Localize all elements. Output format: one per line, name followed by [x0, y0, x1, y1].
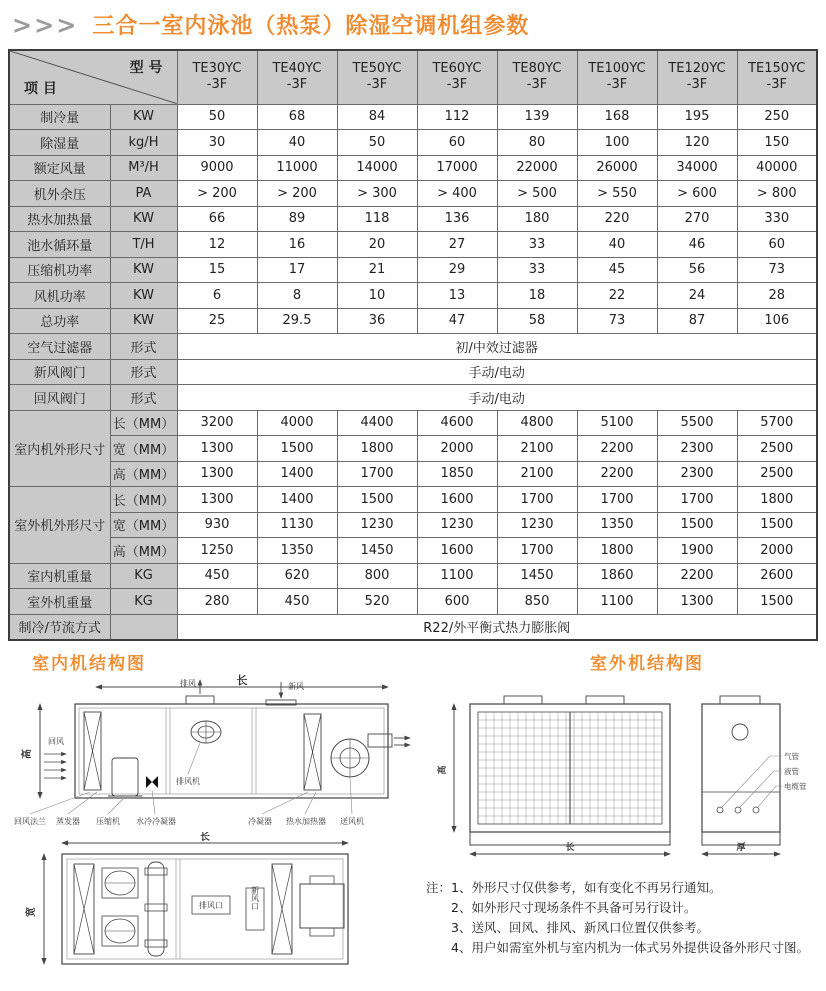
outdoor-front-view	[470, 696, 670, 845]
page-header	[0, 0, 826, 47]
model-header: TE30YC -3F	[177, 50, 257, 104]
model-header: TE150YC -3F	[737, 50, 817, 104]
cell-value: 1250	[177, 538, 257, 564]
cell-value: 1600	[417, 538, 497, 564]
cell-value: 2300	[657, 436, 737, 462]
cell-value: 2000	[737, 538, 817, 564]
cell-value: 1400	[257, 487, 337, 513]
row-label: 总功率	[9, 308, 110, 334]
table-row	[9, 104, 817, 130]
cell-value: 2500	[737, 436, 817, 462]
cell-value: 270	[657, 206, 737, 232]
cell-value: 84	[337, 104, 417, 130]
table-row	[9, 410, 817, 436]
cell-value: 1700	[577, 487, 657, 513]
cell-value: 40	[257, 130, 337, 156]
cell-value: 60	[737, 232, 817, 258]
cell-value: 36	[337, 308, 417, 334]
row-unit: KW	[110, 206, 177, 232]
coil-shape	[304, 714, 321, 790]
row-unit: kg/H	[110, 130, 177, 156]
cell-value: 87	[657, 308, 737, 334]
part-label-water-condenser: 水冷冷凝器	[136, 816, 176, 826]
notes	[426, 878, 826, 958]
group-label: 室内机外形尺寸	[9, 410, 110, 487]
cell-value: 1800	[737, 487, 817, 513]
corner-item-label: 项 目	[24, 80, 57, 97]
cell-value: 58	[497, 308, 577, 334]
row-unit: KG	[110, 589, 177, 615]
row-unit: 形式	[110, 359, 177, 385]
table-row	[9, 589, 817, 615]
plan-exhaust-outlet-label: 排风口	[199, 900, 223, 910]
row-label: 池水循环量	[9, 232, 110, 258]
cell-value: 1700	[657, 487, 737, 513]
part-label-supply-fan: 送风机	[340, 816, 364, 826]
indoor-side-diagram	[0, 674, 416, 832]
row-label: 空气过滤器	[9, 334, 110, 360]
chevron-marker-icon: >>>	[12, 9, 79, 40]
cell-value: 1500	[257, 436, 337, 462]
cell-value: 1500	[737, 512, 817, 538]
row-unit: M³/H	[110, 155, 177, 181]
cell-value: 15	[177, 257, 257, 283]
row-label: 制冷量	[9, 104, 110, 130]
cell-value: 13	[417, 283, 497, 309]
cell-value: 73	[577, 308, 657, 334]
cell-value: 1350	[577, 512, 657, 538]
indoor-plan-diagram	[0, 832, 410, 980]
cell-value: 850	[497, 589, 577, 615]
cell-value: 8	[257, 283, 337, 309]
cell-value: 3200	[177, 410, 257, 436]
outdoor-height-label: 高	[438, 764, 448, 775]
cell-value: 1850	[417, 461, 497, 487]
table-row	[9, 461, 817, 487]
plan-filter-2	[272, 864, 292, 954]
part-label-evaporator: 蒸发器	[56, 816, 80, 826]
indoor-height-label: 高	[22, 748, 33, 759]
row-unit: 长（MM）	[110, 487, 177, 513]
cell-value: 27	[417, 232, 497, 258]
indoor-length-label: 长	[236, 673, 248, 687]
row-unit: 形式	[110, 334, 177, 360]
cell-value: 4600	[417, 410, 497, 436]
table-row	[9, 359, 817, 385]
outdoor-length-label: 长	[565, 842, 575, 853]
plan-compressors	[102, 868, 138, 946]
row-unit: KG	[110, 563, 177, 589]
notes-prefix: 注：	[426, 879, 452, 895]
cell-value: > 300	[337, 181, 417, 207]
cell-value: 100	[577, 130, 657, 156]
cell-value: 56	[657, 257, 737, 283]
cell-value: 800	[337, 563, 417, 589]
return-air-label: 回风	[48, 736, 64, 746]
indoor-column	[0, 647, 418, 980]
cell-value: 29.5	[257, 308, 337, 334]
cell-value: 1400	[257, 461, 337, 487]
cell-value: 33	[497, 257, 577, 283]
cell-value: 66	[177, 206, 257, 232]
cell-value: 2300	[657, 461, 737, 487]
row-label: 机外余压	[9, 181, 110, 207]
cell-value: 250	[737, 104, 817, 130]
cell-value: 80	[497, 130, 577, 156]
plan-heat-exchanger	[145, 862, 167, 956]
compressor-shape	[108, 758, 142, 796]
cell-value: 30	[177, 130, 257, 156]
row-unit: 高（MM）	[110, 538, 177, 564]
row-unit: KW	[110, 308, 177, 334]
cell-value: 168	[577, 104, 657, 130]
merged-value: R22/外平衡式热力膨胀阀	[177, 614, 817, 640]
row-label: 额定风量	[9, 155, 110, 181]
cell-value: 5100	[577, 410, 657, 436]
cell-value: 2200	[577, 436, 657, 462]
cell-value: 1700	[497, 487, 577, 513]
corner-cell	[9, 50, 177, 104]
table-row	[9, 308, 817, 334]
cell-value: 9000	[177, 155, 257, 181]
outdoor-diagram-title: 室外机结构图	[590, 653, 704, 674]
note-line: 3、送风、回风、排风、新风口位置仅供参考。	[451, 919, 709, 935]
outdoor-depth-label: 厚	[736, 842, 746, 853]
filter-1	[84, 712, 101, 790]
cell-value: 180	[497, 206, 577, 232]
cell-value: 1230	[497, 512, 577, 538]
cell-value: 450	[257, 589, 337, 615]
cell-value: 1100	[417, 563, 497, 589]
cell-value: 1800	[577, 538, 657, 564]
table-row	[9, 436, 817, 462]
row-unit: KW	[110, 283, 177, 309]
cell-value: 1300	[177, 436, 257, 462]
row-unit: 宽（MM）	[110, 512, 177, 538]
cell-value: 2500	[737, 461, 817, 487]
row-unit: 长（MM）	[110, 410, 177, 436]
cell-value: 220	[577, 206, 657, 232]
cell-value: 14000	[337, 155, 417, 181]
cell-value: 1100	[577, 589, 657, 615]
cell-value: 22000	[497, 155, 577, 181]
part-label-return-flange: 回风法兰	[14, 816, 46, 826]
part-label-compressor: 压缩机	[96, 816, 120, 826]
table-row	[9, 385, 817, 411]
cell-value: 89	[257, 206, 337, 232]
cell-value: 40000	[737, 155, 817, 181]
cell-value: 139	[497, 104, 577, 130]
row-unit: T/H	[110, 232, 177, 258]
cell-value: 1350	[257, 538, 337, 564]
exhaust-fan-label: 排风机	[176, 776, 200, 786]
fresh-air-label: 新风	[288, 681, 304, 691]
model-header-row	[9, 50, 817, 104]
page-title: 三合一室内泳池（热泵）除湿空调机组参数	[92, 14, 530, 39]
row-label: 制冷/节流方式	[9, 614, 110, 640]
cell-value: 2600	[737, 563, 817, 589]
table-row	[9, 155, 817, 181]
pipe-label-gas: 气管	[784, 751, 799, 761]
cell-value: 4000	[257, 410, 337, 436]
row-unit: 宽（MM）	[110, 436, 177, 462]
table-row	[9, 206, 817, 232]
cell-value: 1130	[257, 512, 337, 538]
cell-value: 28	[737, 283, 817, 309]
cell-value: 1500	[337, 487, 417, 513]
cell-value: 21	[337, 257, 417, 283]
cell-value: > 500	[497, 181, 577, 207]
cell-value: 25	[177, 308, 257, 334]
cell-value: 29	[417, 257, 497, 283]
cell-value: 46	[657, 232, 737, 258]
cell-value: 26000	[577, 155, 657, 181]
table-row	[9, 334, 817, 360]
cell-value: 2000	[417, 436, 497, 462]
cell-value: 4400	[337, 410, 417, 436]
row-label: 室外机重量	[9, 589, 110, 615]
row-label: 风机功率	[9, 283, 110, 309]
cell-value: 2200	[577, 461, 657, 487]
cell-value: 5500	[657, 410, 737, 436]
cell-value: 2100	[497, 461, 577, 487]
cell-value: 1700	[497, 538, 577, 564]
model-header: TE50YC -3F	[337, 50, 417, 104]
cell-value: 120	[657, 130, 737, 156]
cell-value: 50	[337, 130, 417, 156]
cell-value: 150	[737, 130, 817, 156]
cell-value: > 200	[177, 181, 257, 207]
cell-value: > 550	[577, 181, 657, 207]
cell-value: 4800	[497, 410, 577, 436]
row-label: 压缩机功率	[9, 257, 110, 283]
note-line: 2、如外形尺寸现场条件不具备可另行设计。	[451, 899, 697, 915]
exhaust-fan-shape	[188, 721, 221, 774]
cell-value: 33	[497, 232, 577, 258]
cell-value: > 400	[417, 181, 497, 207]
pipe-label-liquid: 液管	[784, 766, 799, 776]
table-row	[9, 614, 817, 640]
pipe-label-cable: 电缆管	[784, 781, 807, 791]
group-label: 室外机外形尺寸	[9, 487, 110, 564]
corner-model-label: 型 号	[129, 60, 163, 76]
supply-fan-shape	[331, 734, 392, 777]
part-label-water-heater: 热水加热器	[286, 816, 326, 826]
row-label: 回风阀门	[9, 385, 110, 411]
cell-value: > 800	[737, 181, 817, 207]
cell-value: 106	[737, 308, 817, 334]
outdoor-column	[418, 647, 826, 980]
table-row	[9, 538, 817, 564]
notes-items	[451, 878, 809, 958]
cell-value: 2200	[657, 563, 737, 589]
cell-value: 40	[577, 232, 657, 258]
row-unit: PA	[110, 181, 177, 207]
cell-value: 1450	[497, 563, 577, 589]
row-unit: 高（MM）	[110, 461, 177, 487]
cell-value: 10	[337, 283, 417, 309]
cell-value: 47	[417, 308, 497, 334]
cell-value: 1300	[177, 487, 257, 513]
outdoor-side-view	[702, 696, 782, 845]
cell-value: 68	[257, 104, 337, 130]
cell-value: 1500	[657, 512, 737, 538]
cell-value: 18	[497, 283, 577, 309]
cell-value: 330	[737, 206, 817, 232]
cell-value: 1800	[337, 436, 417, 462]
cell-value: 280	[177, 589, 257, 615]
cell-value: 45	[577, 257, 657, 283]
cell-value: 1500	[737, 589, 817, 615]
plan-width-label: 宽	[26, 906, 37, 917]
cell-value: 1860	[577, 563, 657, 589]
table-row	[9, 130, 817, 156]
cell-value: 1700	[337, 461, 417, 487]
note-line: 4、用户如需室外机与室内机为一体式另外提供设备外形尺寸图。	[451, 939, 809, 955]
cell-value: 1300	[657, 589, 737, 615]
row-label: 新风阀门	[9, 359, 110, 385]
plan-fresh-outlet-label: 新风口	[250, 885, 260, 910]
cell-value: 195	[657, 104, 737, 130]
cell-value: 1450	[337, 538, 417, 564]
plan-filter-1	[74, 864, 94, 954]
cell-value: 22	[577, 283, 657, 309]
model-header: TE100YC -3F	[577, 50, 657, 104]
cell-value: 60	[417, 130, 497, 156]
table-row	[9, 487, 817, 513]
model-header: TE40YC -3F	[257, 50, 337, 104]
row-unit: KW	[110, 104, 177, 130]
row-label: 除湿量	[9, 130, 110, 156]
merged-value: 手动/电动	[177, 385, 817, 411]
table-row	[9, 181, 817, 207]
cell-value: 1900	[657, 538, 737, 564]
model-header: TE120YC -3F	[657, 50, 737, 104]
cell-value: 17	[257, 257, 337, 283]
model-header: TE60YC -3F	[417, 50, 497, 104]
valve-shape	[146, 776, 158, 788]
cell-value: 24	[657, 283, 737, 309]
indoor-diagram-title: 室内机结构图	[32, 653, 146, 674]
cell-value: 50	[177, 104, 257, 130]
merged-value: 手动/电动	[177, 359, 817, 385]
table-row	[9, 283, 817, 309]
cell-value: 34000	[657, 155, 737, 181]
spec-table	[8, 49, 818, 641]
cell-value: 16	[257, 232, 337, 258]
cell-value: 17000	[417, 155, 497, 181]
cell-value: 1600	[417, 487, 497, 513]
table-row	[9, 232, 817, 258]
cell-value: 20	[337, 232, 417, 258]
exhaust-label: 排风	[180, 678, 196, 688]
cell-value: 73	[737, 257, 817, 283]
cell-value: 620	[257, 563, 337, 589]
outdoor-diagram	[418, 674, 818, 862]
cell-value: 1230	[417, 512, 497, 538]
cell-value: 520	[337, 589, 417, 615]
cell-value: 450	[177, 563, 257, 589]
table-row	[9, 512, 817, 538]
bottom-section	[0, 647, 826, 980]
cell-value: 1230	[337, 512, 417, 538]
row-label: 热水加热量	[9, 206, 110, 232]
cell-value: 2100	[497, 436, 577, 462]
cell-value: 112	[417, 104, 497, 130]
row-label: 室内机重量	[9, 563, 110, 589]
plan-fan	[300, 876, 344, 936]
spec-table-body	[9, 104, 817, 640]
cell-value: 118	[337, 206, 417, 232]
cell-value: > 200	[257, 181, 337, 207]
cell-value: 1300	[177, 461, 257, 487]
cell-value: 600	[417, 589, 497, 615]
cell-value: 6	[177, 283, 257, 309]
table-row	[9, 563, 817, 589]
cell-value: 136	[417, 206, 497, 232]
row-unit	[110, 614, 177, 640]
cell-value: 12	[177, 232, 257, 258]
note-line: 1、外形尺寸仅供参考，如有变化不再另行通知。	[451, 879, 722, 895]
part-label-condenser: 冷凝器	[248, 816, 272, 826]
merged-value: 初/中效过滤器	[177, 334, 817, 360]
cell-value: > 600	[657, 181, 737, 207]
cell-value: 11000	[257, 155, 337, 181]
row-unit: 形式	[110, 385, 177, 411]
cell-value: 930	[177, 512, 257, 538]
row-unit: KW	[110, 257, 177, 283]
plan-length-label: 长	[200, 831, 210, 843]
model-header: TE80YC -3F	[497, 50, 577, 104]
table-row	[9, 257, 817, 283]
cell-value: 5700	[737, 410, 817, 436]
